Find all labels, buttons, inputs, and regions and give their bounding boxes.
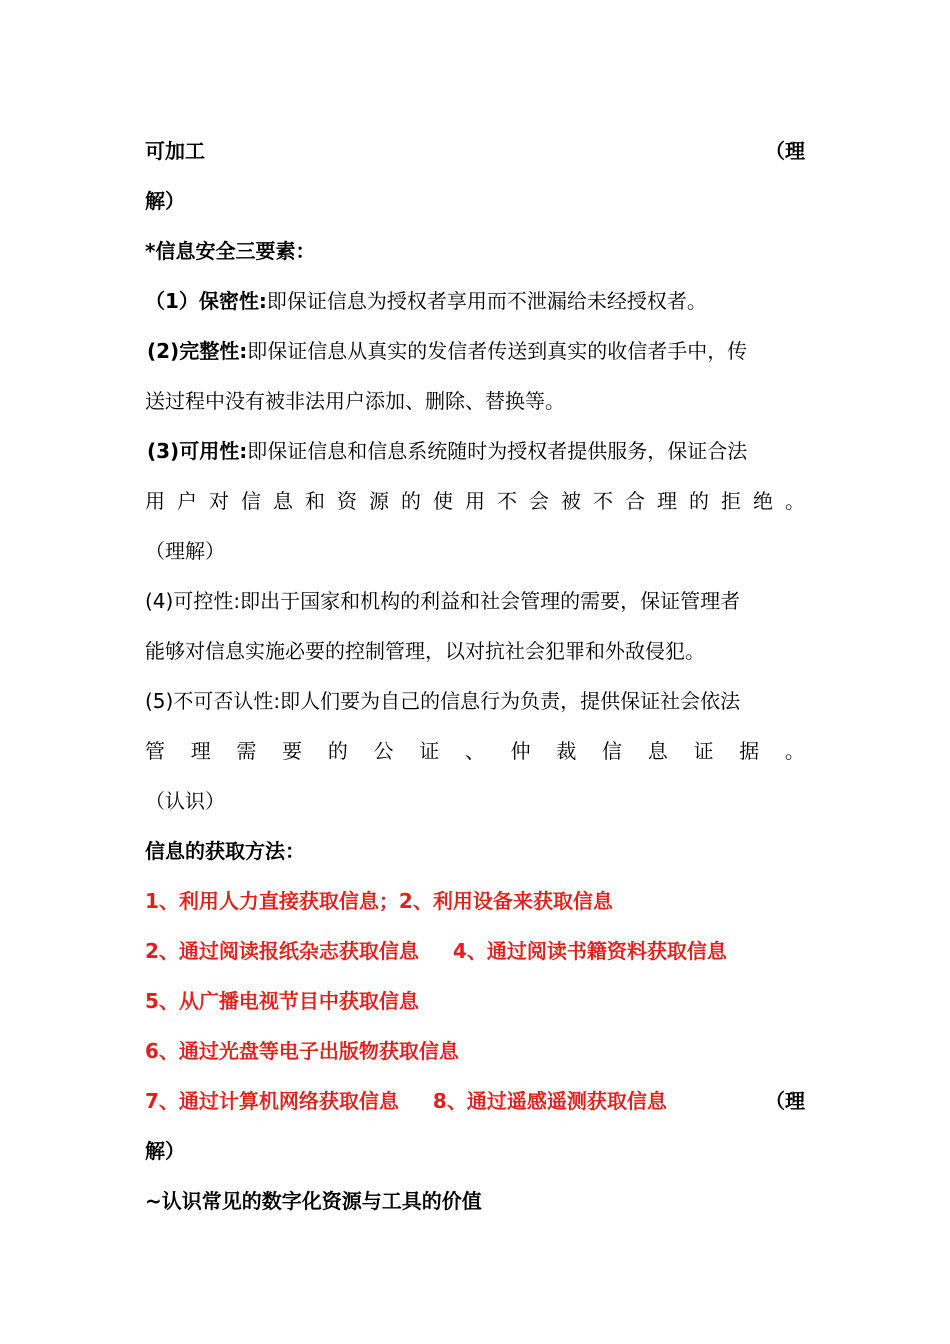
- spread-char: 管: [145, 739, 165, 763]
- spread-char: 对: [209, 489, 229, 513]
- heading-text: 信息的获取方法：: [145, 839, 305, 863]
- text-jie-close: 解）: [145, 189, 185, 213]
- spread-char: 信: [602, 739, 623, 763]
- definition-controllability: (4)可控性:即出于国家和机构的利益和社会管理的需要，保证管理者: [145, 589, 741, 613]
- spread-char: 证: [693, 739, 714, 763]
- definition-confidentiality: 即保证信息为授权者享用而不泄漏给未经授权者。: [266, 289, 707, 313]
- method-text-group: [145, 1076, 667, 1126]
- text-li-open: （理: [765, 1089, 805, 1113]
- spread-char: 需: [236, 739, 257, 763]
- spread-char: 息: [647, 739, 668, 763]
- spread-char: 拒: [721, 489, 741, 513]
- item-number: （1）: [145, 289, 199, 313]
- line-availability-cont: [145, 476, 805, 526]
- spread-char: 和: [305, 489, 325, 513]
- method-text: 5、从广播电视节目中获取信息: [145, 989, 419, 1013]
- section-heading-acquisition: [145, 826, 805, 876]
- term-availability: (3)可用性:: [147, 439, 248, 463]
- spread-char: 的: [689, 489, 709, 513]
- spread-char: 。: [784, 739, 805, 763]
- line-recognize: [145, 776, 805, 826]
- term-confidentiality: 保密性:: [198, 289, 267, 313]
- spread-char: 被: [561, 489, 581, 513]
- spread-char: 据: [739, 739, 760, 763]
- method-line-5: [145, 1076, 805, 1126]
- note-understand: （理解）: [145, 539, 225, 563]
- text-li-open: （理: [765, 139, 805, 163]
- method-text-a: 2、通过阅读报纸杂志获取信息: [145, 939, 419, 963]
- spread-char: 用: [465, 489, 485, 513]
- text-jie-close: 解）: [145, 1139, 185, 1163]
- definition-integrity: 即保证信息从真实的发信者传送到真实的收信者手中，传: [247, 339, 748, 363]
- line-controllability-cont: [145, 626, 805, 676]
- line-confidentiality: [145, 276, 805, 326]
- document-page: [145, 126, 805, 1226]
- spread-char: 。: [785, 489, 805, 513]
- term-integrity: (2)完整性:: [147, 339, 248, 363]
- spread-char: 使: [433, 489, 453, 513]
- method-text: 1、利用人力直接获取信息；2、利用设备来获取信息: [145, 889, 613, 913]
- method-line-1: [145, 876, 805, 926]
- method-text-a: 7、通过计算机网络获取信息: [145, 1089, 399, 1113]
- definition-controllability-cont: 能够对信息实施必要的控制管理，以对抗社会犯罪和外敌侵犯。: [145, 639, 705, 663]
- method-text: 6、通过光盘等电子出版物获取信息: [145, 1039, 459, 1063]
- spread-char: 资: [337, 489, 357, 513]
- definition-nonrepudiation: (5)不可否认性:即人们要为自己的信息行为负责，提供保证社会依法: [145, 689, 741, 713]
- line-understand-1: [145, 526, 805, 576]
- line-availability: [145, 426, 805, 476]
- spread-char: 会: [529, 489, 549, 513]
- line-jie-close: [145, 1126, 805, 1176]
- method-text-b: 4、通过阅读书籍资料获取信息: [452, 939, 727, 963]
- spread-char: 用: [145, 489, 165, 513]
- heading-text: *信息安全三要素：: [145, 239, 316, 263]
- spread-char: 息: [273, 489, 293, 513]
- spread-char: 的: [401, 489, 421, 513]
- section-heading-digital-resources: [145, 1176, 805, 1226]
- line-integrity-cont: [145, 376, 805, 426]
- spread-char: 裁: [556, 739, 577, 763]
- line-integrity: [145, 326, 805, 376]
- spread-char: 合: [625, 489, 645, 513]
- definition-integrity-cont: 送过程中没有被非法用户添加、删除、替换等。: [145, 389, 565, 413]
- method-line-4: [145, 1026, 805, 1076]
- spread-char: 公: [373, 739, 394, 763]
- spread-char: 理: [190, 739, 211, 763]
- spread-char: 证: [419, 739, 440, 763]
- method-text-b: 8、通过遥感遥测获取信息: [432, 1089, 667, 1113]
- spread-char: 、: [464, 739, 485, 763]
- spread-char: 的: [327, 739, 348, 763]
- line-2: [145, 176, 805, 226]
- spread-char: 源: [369, 489, 389, 513]
- spread-char: 理: [657, 489, 677, 513]
- spread-char: 不: [593, 489, 613, 513]
- spread-char: 信: [241, 489, 261, 513]
- line-controllability: [145, 576, 805, 626]
- method-line-3: [145, 976, 805, 1026]
- spread-char: 要: [282, 739, 303, 763]
- heading-text: ~认识常见的数字化资源与工具的价值: [145, 1189, 482, 1213]
- spread-char: 不: [497, 489, 517, 513]
- line-1: [145, 126, 805, 176]
- definition-availability: 即保证信息和信息系统随时为授权者提供服务，保证合法: [247, 439, 748, 463]
- spread-char: 户: [177, 489, 197, 513]
- section-heading-security: [145, 226, 805, 276]
- line-nonrepudiation-cont: [145, 726, 805, 776]
- spread-char: 仲: [510, 739, 531, 763]
- text-kejiagong: 可加工: [145, 139, 205, 163]
- spread-char: 绝: [753, 489, 773, 513]
- method-line-2: [145, 926, 805, 976]
- line-nonrepudiation: [145, 676, 805, 726]
- note-recognize: （认识）: [145, 789, 225, 813]
